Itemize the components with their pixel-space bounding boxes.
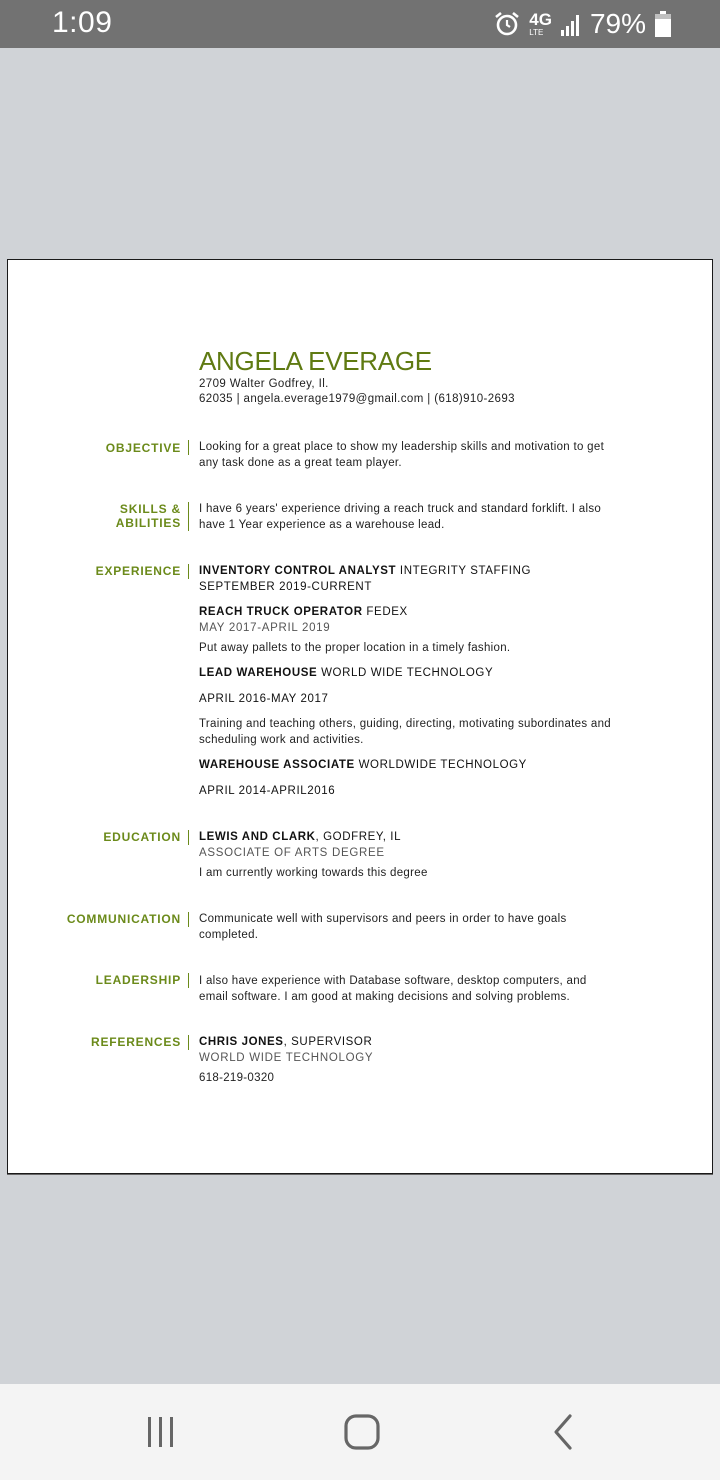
education-label: EDUCATION: [103, 830, 181, 844]
job-title: INVENTORY CONTROL ANALYST: [199, 565, 397, 577]
recent-apps-button[interactable]: [141, 1412, 181, 1452]
section-divider: [188, 830, 189, 845]
battery-icon: [654, 10, 672, 38]
status-icons: [493, 8, 672, 40]
address-line-1: 2709 Walter Godfrey, Il.: [199, 378, 329, 390]
job-dates: APRIL 2016-MAY 2017: [199, 692, 329, 705]
job-dates: MAY 2017-APRIL 2019: [199, 621, 331, 634]
job-title: REACH TRUCK OPERATOR: [199, 606, 363, 618]
job-company: FEDEX: [362, 606, 408, 618]
skills-label: SKILLS & ABILITIES: [115, 502, 181, 530]
job-dates: APRIL 2014-APRIL2016: [199, 784, 336, 797]
leadership-label: LEADERSHIP: [95, 973, 181, 987]
job-entry: [199, 605, 619, 657]
job-dates: SEPTEMBER 2019-CURRENT: [199, 580, 372, 593]
network-type-icon: 4G LTE: [529, 10, 552, 37]
communication-label: COMMUNICATION: [66, 912, 181, 926]
home-button[interactable]: [342, 1412, 382, 1452]
job-title: WAREHOUSE ASSOCIATE: [199, 759, 355, 771]
navigation-bar: [0, 1384, 720, 1480]
skills-text: I have 6 years' experience driving a reach truck and standard forklift. I also have 1 Year experience as a warehouse lead.: [199, 503, 602, 531]
reference-name: CHRIS JONES: [199, 1036, 284, 1048]
reference-phone: 618-219-0320: [199, 1072, 275, 1084]
job-entry: [199, 758, 619, 799]
job-title: LEAD WAREHOUSE: [199, 667, 318, 679]
back-button[interactable]: [545, 1412, 585, 1452]
home-icon: [342, 1412, 382, 1452]
signal-icon: [560, 11, 582, 37]
section-divider: [188, 1035, 189, 1050]
job-company: WORLDWIDE TECHNOLOGY: [354, 759, 527, 771]
status-time: 1:09: [52, 6, 113, 39]
battery-percent: 79%: [589, 8, 646, 39]
job-company: WORLD WIDE TECHNOLOGY: [317, 667, 494, 679]
section-divider: [188, 502, 189, 531]
objective-text: Looking for a great place to show my leadership skills and motivation to get any task done as a great team player.: [199, 441, 605, 469]
section-divider: [188, 973, 189, 988]
job-description: Training and teaching others, guiding, directing, motivating subordinates and scheduling work and activities.: [199, 718, 611, 746]
reference-company: WORLD WIDE TECHNOLOGY: [199, 1051, 374, 1064]
back-icon: [545, 1412, 585, 1452]
communication-text: Communicate well with supervisors and peers in order to have goals completed.: [199, 913, 567, 941]
reference-role: , SUPERVISOR: [283, 1036, 373, 1048]
references-label: REFERENCES: [90, 1035, 181, 1049]
job-company: INTEGRITY STAFFING: [396, 565, 532, 577]
leadership-text: I also have experience with Database software, desktop computers, and email software. I am good at making decisions and solving problems.: [199, 975, 587, 1003]
school-location: , GODFREY, IL: [315, 831, 402, 843]
experience-label: EXPERIENCE: [95, 564, 181, 578]
recent-apps-icon: [141, 1412, 181, 1452]
reference-entry: [199, 1035, 619, 1087]
job-description: Put away pallets to the proper location in a timely fashion.: [199, 642, 511, 654]
education-note: I am currently working towards this degree: [199, 867, 428, 879]
resume-page[interactable]: [7, 259, 713, 1174]
section-divider: [188, 912, 189, 927]
contact-line: 62035 | angela.everage1979@gmail.com | (618)910-2693: [199, 393, 515, 405]
education-entry: [199, 830, 619, 882]
school-name: LEWIS AND CLARK: [199, 831, 316, 843]
section-divider: [188, 440, 189, 455]
job-entry: [199, 666, 619, 748]
status-bar: [0, 0, 720, 48]
resume-name: ANGELA EVERAGE: [199, 346, 432, 376]
job-entry: [199, 564, 619, 595]
degree: ASSOCIATE OF ARTS DEGREE: [199, 846, 385, 859]
alarm-icon: [493, 10, 521, 38]
section-divider: [188, 564, 189, 579]
objective-label: OBJECTIVE: [105, 441, 181, 455]
